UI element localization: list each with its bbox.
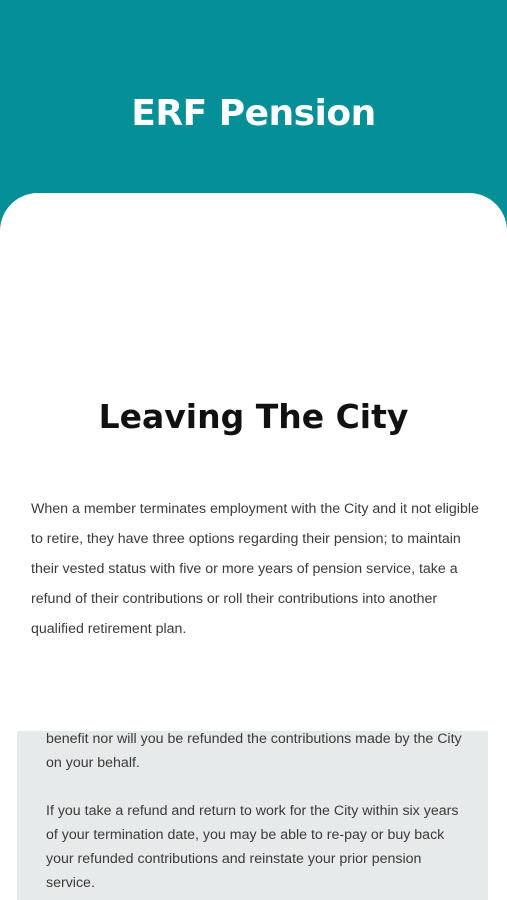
details-paragraph-2: If you take a refund and return to work for the City within six years of your termination date, you may be able to re-pay or buy back your refunded contributions and reinstate your prior pension service. <box>46 803 459 891</box>
details-text <box>46 731 471 900</box>
details-paragraph-1: benefit nor will you be refunded the contributions made by the City on your behalf. <box>46 731 462 771</box>
app-title: ERF Pension <box>131 93 376 134</box>
page-title: Leaving The City <box>98 397 409 436</box>
details-panel[interactable] <box>17 731 488 900</box>
intro-paragraph: When a member terminates employment with the City and it not eligible to retire, they have three options regarding their pension; to maintain their vested status with five or more years of pension service, take a refund of their contributions or roll their contributions into another qualified retirement plan. <box>31 501 479 637</box>
